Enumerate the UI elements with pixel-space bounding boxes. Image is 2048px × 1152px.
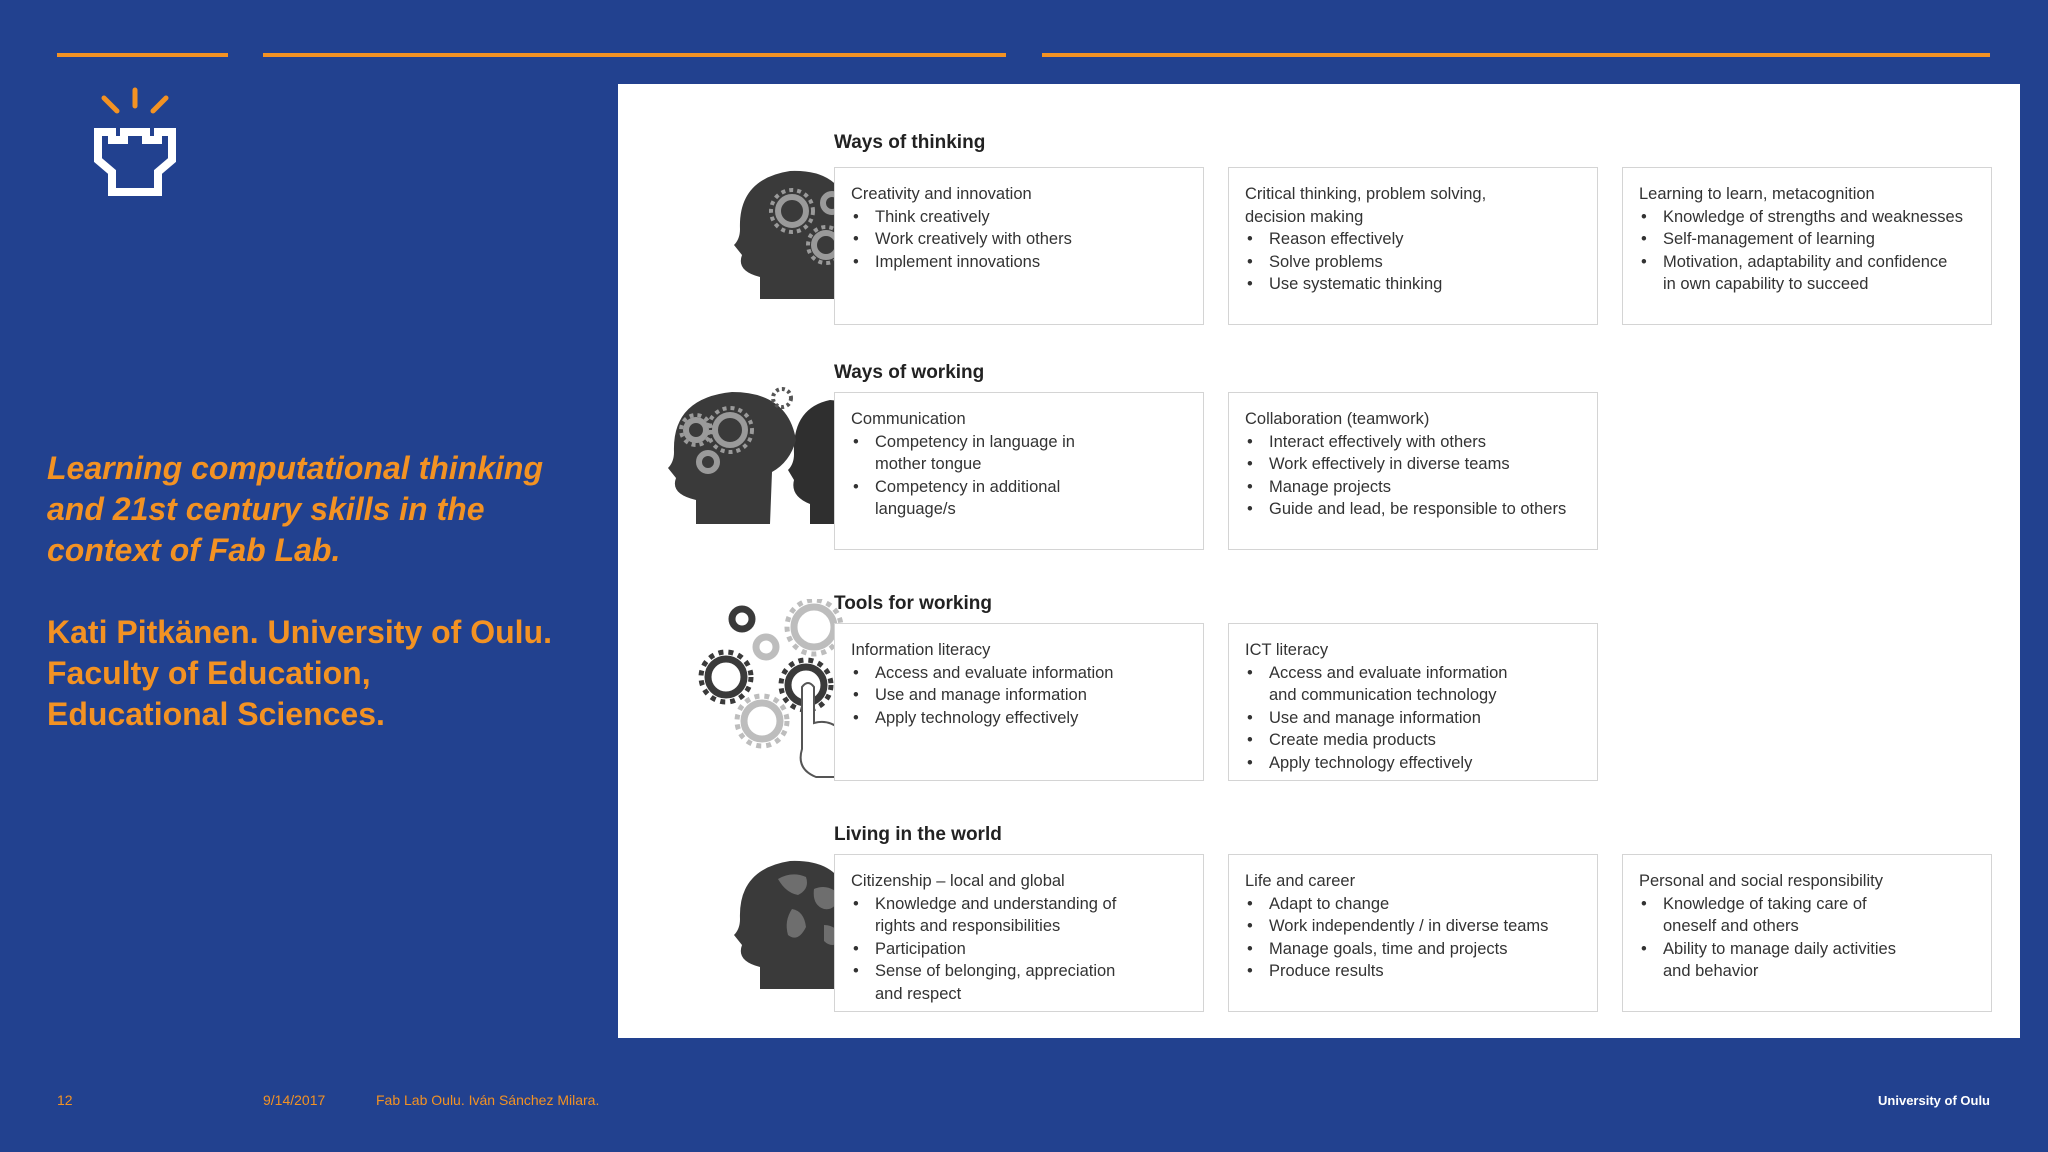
skill-item-text: Ability to manage daily activities xyxy=(1663,939,1896,958)
skill-box-title xyxy=(1639,870,1975,893)
skill-item xyxy=(1639,228,1975,251)
skill-item xyxy=(1245,707,1581,730)
skill-item xyxy=(1245,938,1581,961)
skill-item-text: and respect xyxy=(875,984,962,1003)
skill-item-text: Interact effectively with others xyxy=(1269,432,1487,451)
title-line: and 21st century skills in the xyxy=(47,491,485,527)
skill-box-title-line: Citizenship – local and global xyxy=(851,872,1065,890)
skill-item xyxy=(851,893,1187,938)
skill-item xyxy=(1245,228,1581,251)
skill-item-text: mother tongue xyxy=(875,455,982,473)
skill-item-text: oneself and others xyxy=(1663,917,1799,935)
skill-box-life-and-career xyxy=(1228,854,1598,1012)
skill-list xyxy=(851,431,1187,521)
skill-item-text: Reason effectively xyxy=(1269,230,1404,248)
skill-box-ict-literacy xyxy=(1228,623,1598,781)
skill-item xyxy=(1245,273,1581,296)
header-rule-middle xyxy=(263,53,1006,57)
skill-item xyxy=(851,431,1187,476)
skill-list xyxy=(1245,893,1581,983)
skill-item-text: Adapt to change xyxy=(1269,894,1390,913)
skill-item xyxy=(851,684,1187,707)
skill-item-text: Sense of belonging, appreciation xyxy=(875,962,1116,980)
skill-item-text: Knowledge of taking care of xyxy=(1663,894,1867,913)
skill-item-text: Produce results xyxy=(1269,962,1384,980)
footer-organization: University of Oulu xyxy=(1878,1093,1990,1108)
skill-item xyxy=(1245,662,1581,707)
skill-item-text: Competency in additional xyxy=(875,477,1061,496)
head-with-gears-icon xyxy=(728,159,848,309)
skill-item xyxy=(851,206,1187,229)
skill-item-text: Competency in language in xyxy=(875,432,1075,451)
skill-item-text: Solve problems xyxy=(1269,252,1383,271)
header-rule-long xyxy=(1042,53,1990,57)
author-info xyxy=(47,612,607,735)
skill-box-title-line: Creativity and innovation xyxy=(851,185,1032,203)
head-with-world-map-icon xyxy=(728,849,848,999)
skill-item xyxy=(1245,893,1581,916)
skill-box-title xyxy=(851,639,1187,662)
skill-item-text: Work creatively with others xyxy=(875,230,1072,248)
skill-item-text: Access and evaluate information xyxy=(1269,663,1508,682)
title-line: Learning computational thinking xyxy=(47,450,543,486)
skill-box-communication xyxy=(834,392,1204,550)
skill-item xyxy=(1245,915,1581,938)
skill-item xyxy=(851,476,1187,521)
section-title-living-in-the-world: Living in the world xyxy=(834,824,1002,845)
skill-box-title-line: Personal and social responsibility xyxy=(1639,872,1883,890)
skill-item-text: and communication technology xyxy=(1269,686,1497,704)
skill-list xyxy=(851,662,1187,730)
skill-list xyxy=(1245,228,1581,296)
author-line: Kati Pitkänen. University of Oulu. xyxy=(47,614,552,650)
footer-page-number: 12 xyxy=(57,1092,73,1108)
skill-item xyxy=(851,662,1187,685)
university-tower-logo-icon xyxy=(90,84,180,199)
skill-item-text: Apply technology effectively xyxy=(875,708,1079,727)
skill-item xyxy=(1639,938,1975,983)
skill-box-title-line: Learning to learn, metacognition xyxy=(1639,185,1875,203)
skill-box-information-literacy xyxy=(834,623,1204,781)
skill-item xyxy=(851,228,1187,251)
skill-item-text: Manage goals, time and projects xyxy=(1269,939,1508,958)
skill-box-title xyxy=(851,183,1187,206)
skill-item xyxy=(1245,431,1581,454)
skill-box-title-line: Critical thinking, problem solving, xyxy=(1245,185,1487,203)
header-rule-short xyxy=(57,53,228,57)
skill-list xyxy=(851,893,1187,1006)
skill-list xyxy=(1245,662,1581,775)
section-title-ways-of-thinking: Ways of thinking xyxy=(834,132,986,153)
skill-list xyxy=(1639,206,1975,296)
slide-title-block xyxy=(47,448,607,735)
skill-list xyxy=(1245,431,1581,521)
skill-box-title xyxy=(1245,870,1581,893)
skill-box-title-line: ICT literacy xyxy=(1245,641,1329,659)
skill-box-learning-to-learn xyxy=(1622,167,1992,325)
skill-item-text: rights and responsibilities xyxy=(875,917,1061,935)
section-title-ways-of-working: Ways of working xyxy=(834,362,985,383)
skill-item xyxy=(1245,729,1581,752)
skill-box-personal-social-responsibility xyxy=(1622,854,1992,1012)
skill-box-title-line: Information literacy xyxy=(851,641,991,659)
skills-framework-figure xyxy=(618,84,2020,1038)
skill-box-creativity xyxy=(834,167,1204,325)
skill-item xyxy=(1245,453,1581,476)
two-heads-with-gears-icon xyxy=(660,384,850,534)
skill-box-title xyxy=(1245,183,1581,228)
skill-item xyxy=(1639,893,1975,938)
author-line: Educational Sciences. xyxy=(47,696,385,732)
skill-box-title xyxy=(851,870,1187,893)
skill-item xyxy=(851,251,1187,274)
skill-box-title xyxy=(851,408,1187,431)
skill-item-text: Use and manage information xyxy=(1269,708,1481,727)
skill-item xyxy=(1639,251,1975,296)
skill-item-text: Apply technology effectively xyxy=(1269,753,1473,772)
skill-box-title xyxy=(1639,183,1975,206)
skill-item xyxy=(1245,752,1581,775)
skill-item xyxy=(851,938,1187,961)
skill-item xyxy=(1245,251,1581,274)
skill-item xyxy=(1245,498,1581,521)
skill-item-text: Use systematic thinking xyxy=(1269,275,1443,293)
skill-item-text: Use and manage information xyxy=(875,686,1087,704)
skill-item-text: Implement innovations xyxy=(875,252,1041,271)
skill-item xyxy=(851,960,1187,1005)
skill-item-text: Guide and lead, be responsible to others xyxy=(1269,500,1567,518)
slide-title xyxy=(47,448,607,571)
skill-item-text: Knowledge and understanding of xyxy=(875,894,1117,913)
skill-list xyxy=(1639,893,1975,983)
skill-item-text: Work effectively in diverse teams xyxy=(1269,455,1510,473)
skill-item-text: in own capability to succeed xyxy=(1663,275,1869,293)
skill-box-citizenship xyxy=(834,854,1204,1012)
skill-box-title xyxy=(1245,408,1581,431)
skill-item-text: Knowledge of strengths and weaknesses xyxy=(1663,207,1963,226)
skill-item xyxy=(1245,476,1581,499)
skill-item-text: and behavior xyxy=(1663,962,1759,980)
skill-item-text: language/s xyxy=(875,500,956,518)
gears-with-hand-icon xyxy=(698,599,848,779)
skill-item-text: Think creatively xyxy=(875,207,990,226)
skill-list xyxy=(851,206,1187,274)
skill-item-text: Motivation, adaptability and confidence xyxy=(1663,252,1948,271)
skill-box-title-line: decision making xyxy=(1245,207,1364,226)
skill-item-text: Participation xyxy=(875,939,966,958)
skill-item-text: Access and evaluate information xyxy=(875,663,1114,682)
skill-item-text: Manage projects xyxy=(1269,477,1391,496)
skill-box-title xyxy=(1245,639,1581,662)
skill-box-critical-thinking xyxy=(1228,167,1598,325)
skill-box-title-line: Communication xyxy=(851,410,966,428)
skill-box-collaboration xyxy=(1228,392,1598,550)
skill-box-title-line: Life and career xyxy=(1245,872,1356,890)
footer-date: 9/14/2017 xyxy=(263,1092,326,1108)
skill-item-text: Self-management of learning xyxy=(1663,230,1875,248)
skill-box-title-line: Collaboration (teamwork) xyxy=(1245,410,1430,428)
skill-item xyxy=(851,707,1187,730)
author-line: Faculty of Education, xyxy=(47,655,371,691)
footer-credit: Fab Lab Oulu. Iván Sánchez Milara. xyxy=(376,1092,600,1108)
skill-item-text: Create media products xyxy=(1269,731,1436,749)
section-title-tools-for-working: Tools for working xyxy=(834,593,992,614)
skill-item xyxy=(1245,960,1581,983)
skill-item-text: Work independently / in diverse teams xyxy=(1269,917,1549,935)
title-line: context of Fab Lab. xyxy=(47,532,341,568)
skill-item xyxy=(1639,206,1975,229)
